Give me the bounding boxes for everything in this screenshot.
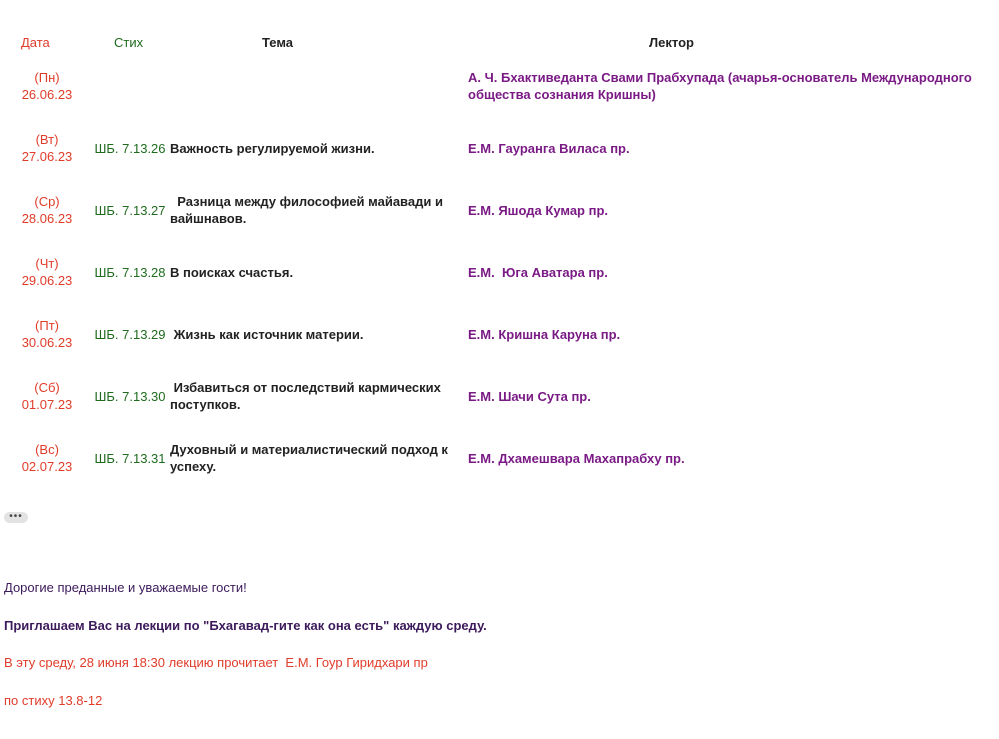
topic-cell: Духовный и материалистический подход к успеху.: [170, 442, 448, 474]
day-of-week: (Вт): [35, 132, 59, 147]
day-of-week: (Пн): [34, 70, 60, 85]
day-of-week: (Чт): [35, 256, 59, 271]
date-value: 28.06.23: [21, 211, 73, 226]
table-row: [4, 55, 999, 117]
lector-cell: Е.М. Яшода Кумар пр.: [468, 202, 609, 218]
header-verse: Стих: [114, 35, 144, 50]
day-of-week: (Вс): [35, 442, 59, 457]
date-value: 29.06.23: [21, 273, 73, 288]
date-cell: [4, 179, 90, 241]
topic-cell: Разница между философией майавади и вайшнавов.: [170, 194, 447, 226]
invite-text: Приглашаем Вас на лекции по "Бхагавад-гите как она есть" каждую среду.: [4, 618, 487, 633]
show-more-button[interactable]: •••: [4, 512, 28, 523]
header-lector: Лектор: [649, 35, 694, 50]
schedule-table: [4, 30, 999, 489]
table-row: [4, 179, 999, 241]
lector-cell: Е.М. Кришна Каруна пр.: [468, 326, 621, 342]
table-row: [4, 117, 999, 179]
date-value: 30.06.23: [21, 335, 73, 350]
greeting-text: Дорогие преданные и уважаемые гости!: [4, 580, 247, 595]
verse-cell: ШБ. 7.13.27: [94, 202, 166, 218]
table-row: [4, 241, 999, 303]
date-cell: [4, 303, 90, 365]
lector-cell: Е.М. Юга Аватара пр.: [468, 264, 608, 280]
topic-cell: Избавиться от последствий кармических поступков.: [170, 380, 445, 412]
date-cell: [4, 365, 90, 427]
date-value: 27.06.23: [21, 149, 73, 164]
lector-cell: Е.М. Гауранга Виласа пр.: [468, 140, 630, 156]
verse-cell: [90, 55, 170, 117]
verse-cell: ШБ. 7.13.28: [94, 264, 166, 280]
header-date: Дата: [21, 35, 50, 50]
date-cell: [4, 117, 90, 179]
table-row: [4, 427, 999, 489]
day-of-week: (Сб): [34, 380, 60, 395]
verse-cell: ШБ. 7.13.26: [94, 140, 166, 156]
date-cell: [4, 241, 90, 303]
table-row: [4, 365, 999, 427]
lector-cell: Е.М. Шачи Сута пр.: [468, 388, 591, 404]
verse-text: по стиху 13.8-12: [4, 693, 103, 708]
day-of-week: (Ср): [34, 194, 60, 209]
lector-cell: А. Ч. Бхактиведанта Свами Прабхупада (ачарья-основатель Международного общества сознания Кришны): [468, 70, 972, 102]
date-value: 02.07.23: [21, 459, 73, 474]
date-cell: [4, 427, 90, 489]
date-cell: [4, 55, 90, 117]
topic-cell: Важность регулируемой жизни.: [170, 140, 375, 156]
topic-cell: Жизнь как источник материи.: [170, 326, 364, 342]
table-row: [4, 303, 999, 365]
verse-cell: ШБ. 7.13.29: [94, 326, 166, 342]
verse-cell: ШБ. 7.13.31: [94, 450, 166, 466]
topic-cell: В поисках счастья.: [170, 264, 294, 280]
day-of-week: (Пт): [35, 318, 59, 333]
table-header-row: [4, 30, 999, 55]
verse-cell: ШБ. 7.13.30: [94, 388, 166, 404]
this-week-text: В эту среду, 28 июня 18:30 лекцию прочитает Е.М. Гоур Гиридхари пр: [4, 655, 428, 670]
date-value: 01.07.23: [21, 397, 73, 412]
date-value: 26.06.23: [21, 87, 73, 102]
header-topic: Тема: [262, 35, 294, 50]
lector-cell: Е.М. Дхамешвара Махапрабху пр.: [468, 450, 685, 466]
topic-cell: [170, 55, 464, 117]
